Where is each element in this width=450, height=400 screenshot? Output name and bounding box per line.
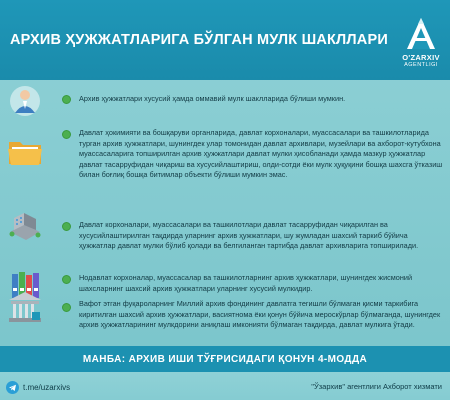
item-text: Давлат корхоналари, муассасалари ва ташкилотлари давлат тасарруфидан чиқарилган ва хусусийлаштирилган тақдирда уларнинг архив ҳужжатлари, шу жумладан шахсий таркиб бўйича ҳужжатлар давлат мулки бўлиб қолади ва белгиланган тартибда давлат архивларига топширилади.: [79, 220, 419, 251]
agency-credit: "Ўзархив" агентлиги Ахборот хизмати: [311, 382, 442, 391]
list-item: [0, 208, 450, 260]
item-text: Вафот этган фуқароларнинг Миллий архив фондининг давлатга тегишли бўлмаган қисми таркибига киритилган шахсий архив ҳужжатлари, васиятнома ёки қонун бўйича мероскўрлар бўлмаганда, шунингдек архив ҳужжатларининг мулкдорини аниқлаш имконияти бўлмаган тақдирда, давлат мулкига ўтади.: [79, 299, 441, 330]
bullet-dot: [62, 130, 71, 139]
page-title: АРХИВ ҲУЖЖАТЛАРИГА БЎЛГАН МУЛК ШАКЛЛАРИ: [10, 32, 388, 48]
person-icon: [6, 84, 44, 120]
logo-subtitle: AGENTLIGI: [404, 62, 438, 68]
bullet-dot: [62, 275, 71, 284]
header-banner: [0, 0, 450, 80]
telegram-url[interactable]: t.me/uzarxivs: [23, 382, 71, 392]
bullet-dot: [62, 95, 71, 104]
telegram-link[interactable]: [6, 380, 70, 394]
logo-name: O'ZARXIV: [402, 53, 440, 62]
bullet-dot: [62, 303, 71, 312]
item-text: Давлат ҳокимияти ва бошқаруви органларида, давлат корхоналари, муассасалари ва ташкилотларида турган архив ҳужжатлари, шунингдек улар томонидан давлат архивлари, музейлари ва ахборот-кутубхона муассасаларига топширилган архив ҳужжатлари давлат мулки ҳисобланади ҳамда мазкур ҳужжатлар давлат тасарруфидан чиқариш ва хусусийлаштириш, олди-сотди ёки мулк ҳуқуқини бошқа шахсга ўтказиш билан боғлиқ бошқа битимлар объекти бўлиши мумкин эмас.: [79, 128, 443, 180]
logo-emblem-icon: [404, 16, 438, 52]
bullet-dot: [62, 222, 71, 231]
list-item: [0, 118, 450, 206]
uzarxiv-logo: [396, 16, 446, 78]
item-text: Нодавлат корхоналар, муассасалар ва ташкилотларнинг архив ҳужжатлари, шунингдек жисмоний шахсларнинг шахсий архив ҳужжатлари уларнинг хусусий мулкидир.: [79, 273, 413, 293]
list-item: [0, 270, 450, 302]
footer: [0, 372, 450, 400]
list-item: [0, 299, 450, 346]
folder-icon: [6, 136, 44, 172]
source-banner: [0, 346, 450, 372]
source-text: МАНБА: АРХИВ ИШИ ТЎҒРИСИДАГИ ҚОНУН 4-МОДДА: [82, 354, 368, 365]
list-item: [0, 82, 450, 118]
building-icon: [6, 210, 44, 246]
telegram-icon: [6, 381, 19, 394]
item-text: Архив ҳужжатлари хусусий ҳамда оммавий мулк шаклларида бўлиши мумкин.: [79, 94, 346, 103]
institution-icon: [6, 290, 44, 326]
